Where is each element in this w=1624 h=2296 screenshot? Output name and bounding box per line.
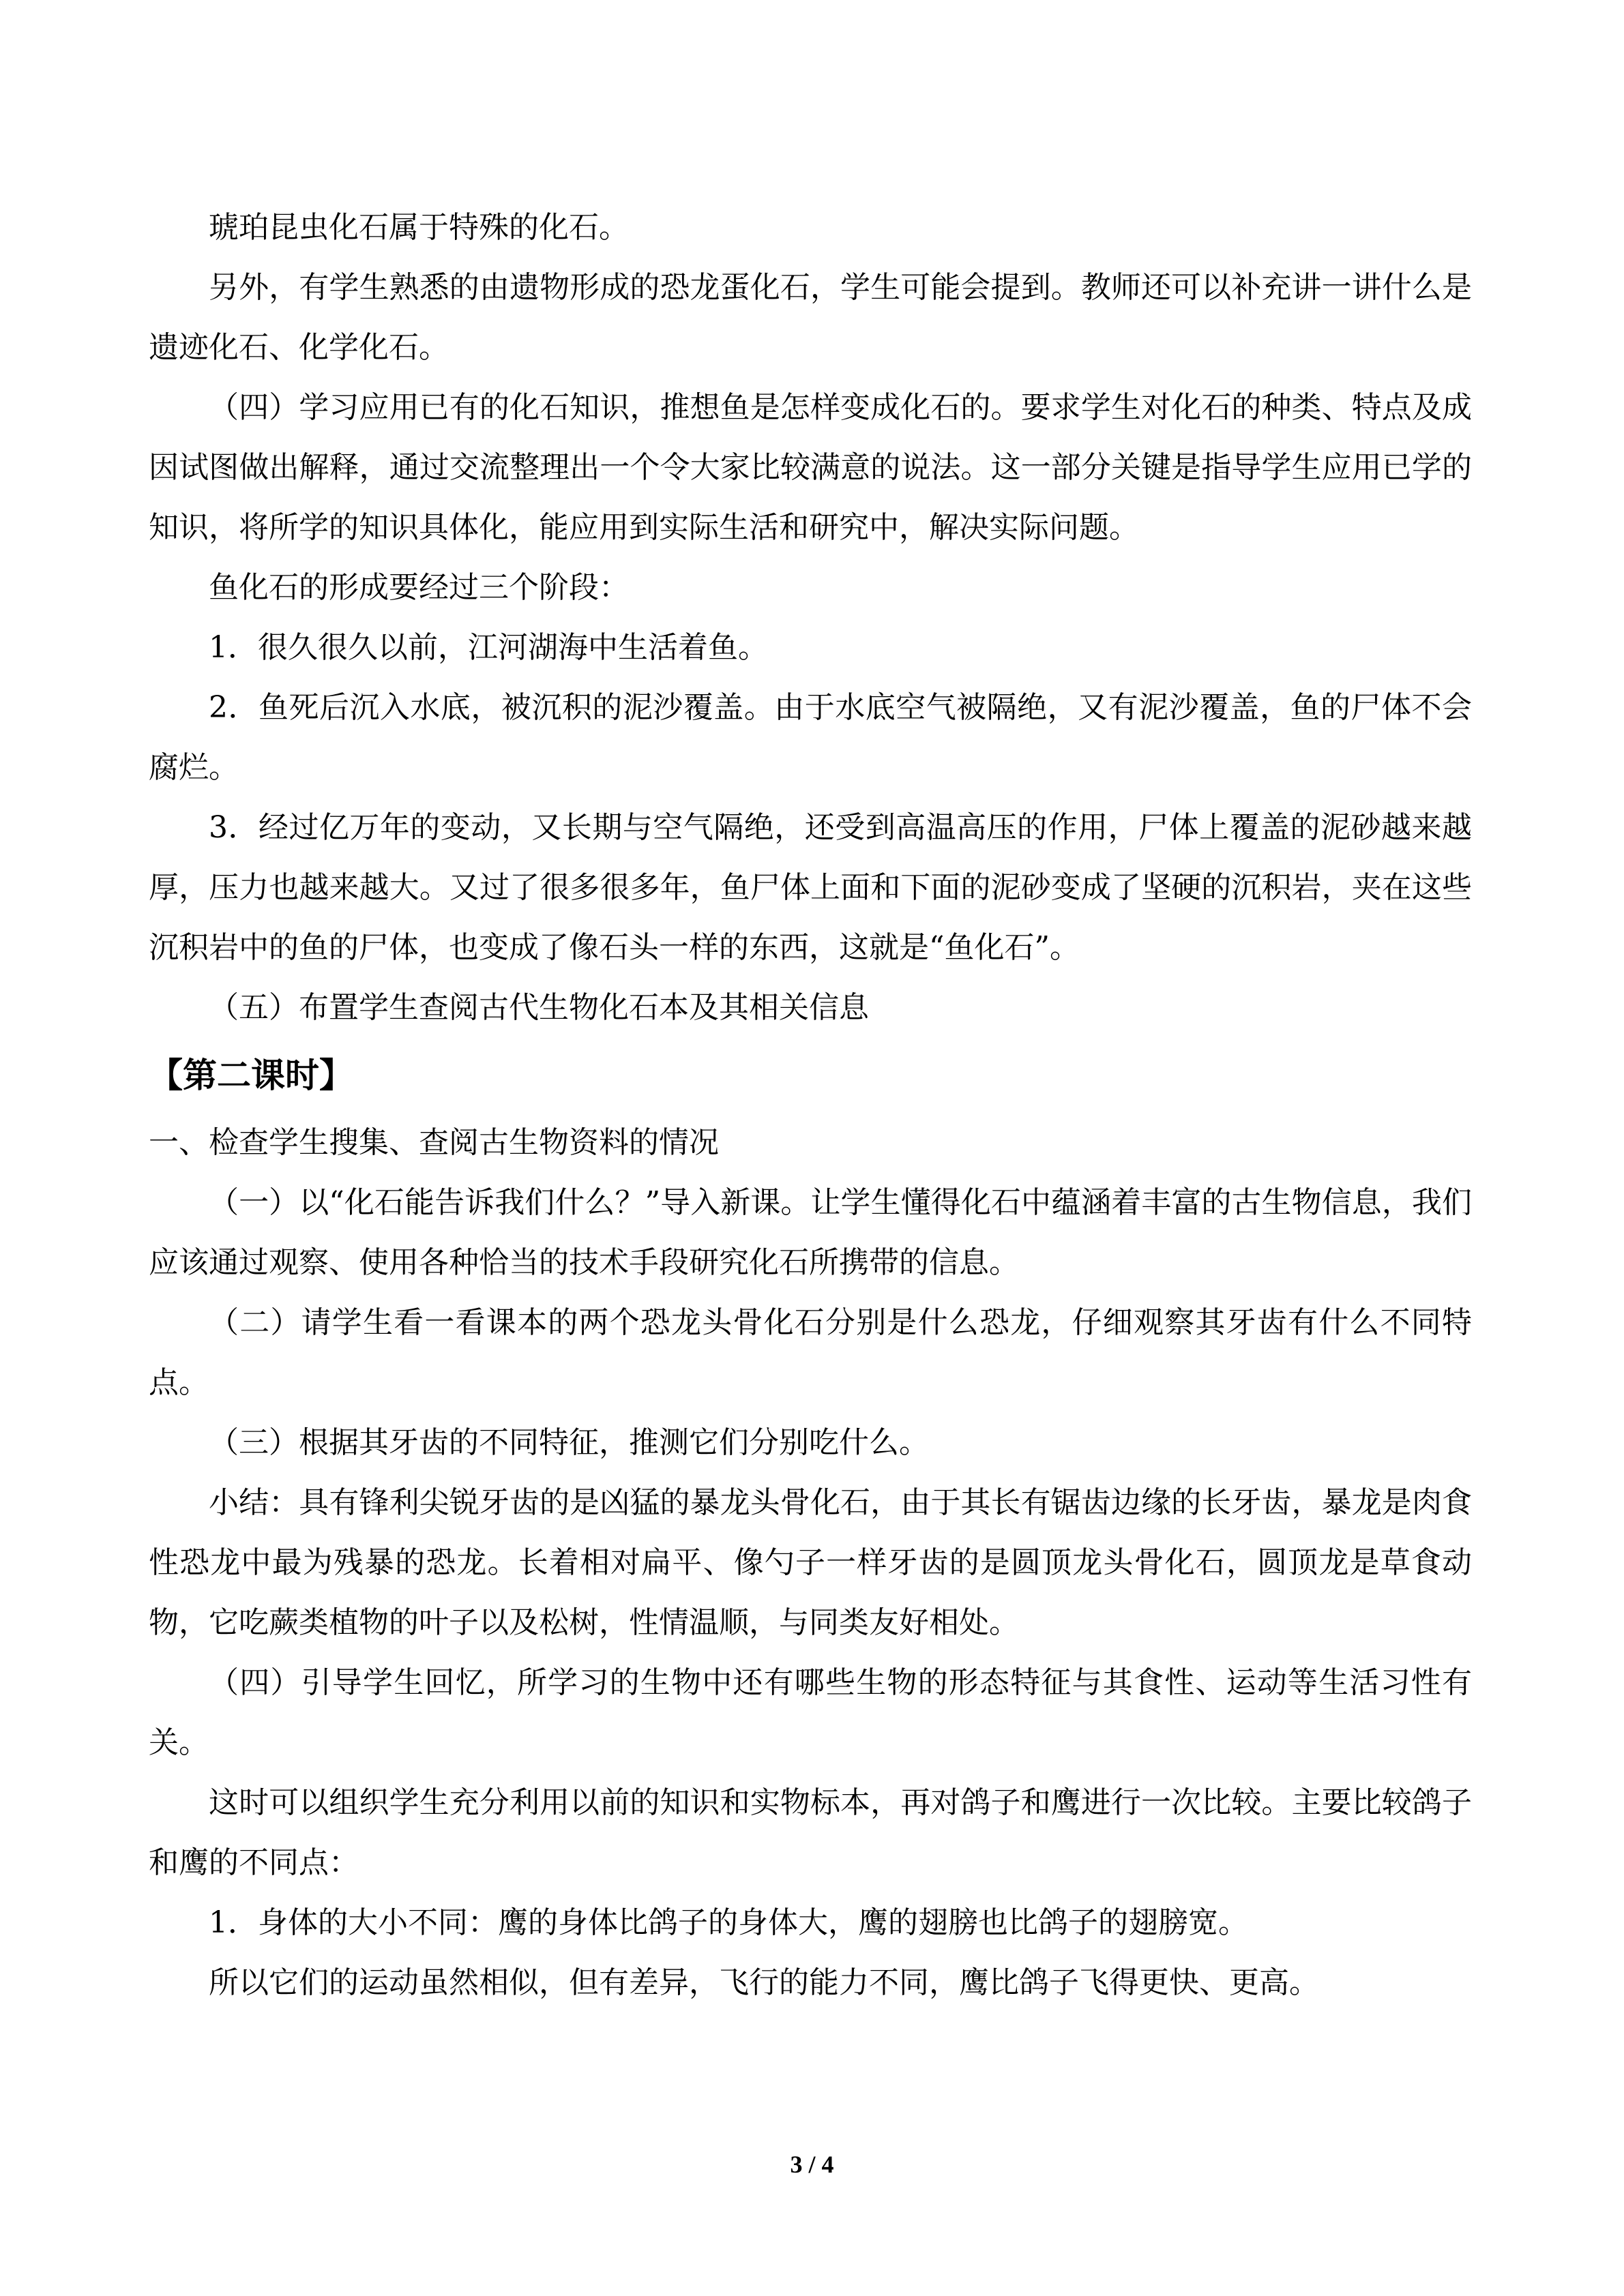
list-item-stage-2: 2．鱼死后沉入水底，被沉积的泥沙覆盖。由于水底空气被隔绝，又有泥沙覆盖，鱼的尸体不会腐烂。 <box>149 690 1472 785</box>
paragraph-step-four: （四）学习应用已有的化石知识，推想鱼是怎样变成化石的。要求学生对化石的种类、特点及成因试图做出解释，通过交流整理出一个令大家比较满意的说法。这一部分关键是指导学生应用已学的知识，将所学的知识具体化，能应用到实际生活和研究中，解决实际问题。 <box>149 390 1472 545</box>
paragraph-summary: 小结：具有锋利尖锐牙齿的是凶猛的暴龙头骨化石，由于其长有锯齿边缘的长牙齿，暴龙是肉食性恐龙中最为残暴的恐龙。长着相对扁平、像勺子一样牙齿的是圆顶龙头骨化石，圆顶龙是草食动物，它吃蕨类植物的叶子以及松树，性情温顺，与同类友好相处。 <box>149 1485 1472 1640</box>
paragraph-amber-fossil: 琥珀昆虫化石属于特殊的化石。 <box>209 210 629 245</box>
paragraph-flight: 所以它们的运动虽然相似，但有差异，飞行的能力不同，鹰比鸽子飞得更快、更高。 <box>209 1965 1319 2000</box>
paragraph-compare: 这时可以组织学生充分利用以前的知识和实物标本，再对鸽子和鹰进行一次比较。主要比较鸽子和鹰的不同点： <box>149 1785 1472 1880</box>
page-number: 3 / 4 <box>790 2151 834 2178</box>
section-title: 一、检查学生搜集、查阅古生物资料的情况 <box>149 1125 719 1160</box>
list-item-stage-1: 1．很久很久以前，江河湖海中生活着鱼。 <box>209 630 768 665</box>
paragraph-recall: （四）引导学生回忆，所学习的生物中还有哪些生物的形态特征与其食性、运动等生活习性有关。 <box>149 1665 1472 1760</box>
paragraph-teeth: （三）根据其牙齿的不同特征，推测它们分别吃什么。 <box>209 1425 929 1460</box>
paragraph-skulls: （二）请学生看一看课本的两个恐龙头骨化石分别是什么恐龙，仔细观察其牙齿有什么不同特点。 <box>149 1305 1472 1400</box>
lesson-heading: 【第二课时】 <box>149 1056 353 1095</box>
document-body <box>149 198 1472 2013</box>
paragraph-fish-fossil-stages: 鱼化石的形成要经过三个阶段： <box>209 570 629 605</box>
paragraph-step-five: （五）布置学生查阅古代生物化石本及其相关信息 <box>209 990 869 1025</box>
list-item-size-difference: 1．身体的大小不同：鹰的身体比鸽子的身体大，鹰的翅膀也比鸽子的翅膀宽。 <box>209 1905 1248 1940</box>
list-item-stage-3: 3．经过亿万年的变动，又长期与空气隔绝，还受到高温高压的作用，尸体上覆盖的泥砂越来越厚，压力也越来越大。又过了很多很多年，鱼尸体上面和下面的泥砂变成了坚硬的沉积岩，夹在这些沉积岩中的鱼的尸体，也变成了像石头一样的东西，这就是“鱼化石”。 <box>149 810 1472 965</box>
paragraph-intro: （一）以“化石能告诉我们什么？”导入新课。让学生懂得化石中蕴涵着丰富的古生物信息，我们应该通过观察、使用各种恰当的技术手段研究化石所携带的信息。 <box>149 1185 1472 1280</box>
paragraph-dinosaur-egg: 另外，有学生熟悉的由遗物形成的恐龙蛋化石，学生可能会提到。教师还可以补充讲一讲什么是遗迹化石、化学化石。 <box>149 270 1472 365</box>
